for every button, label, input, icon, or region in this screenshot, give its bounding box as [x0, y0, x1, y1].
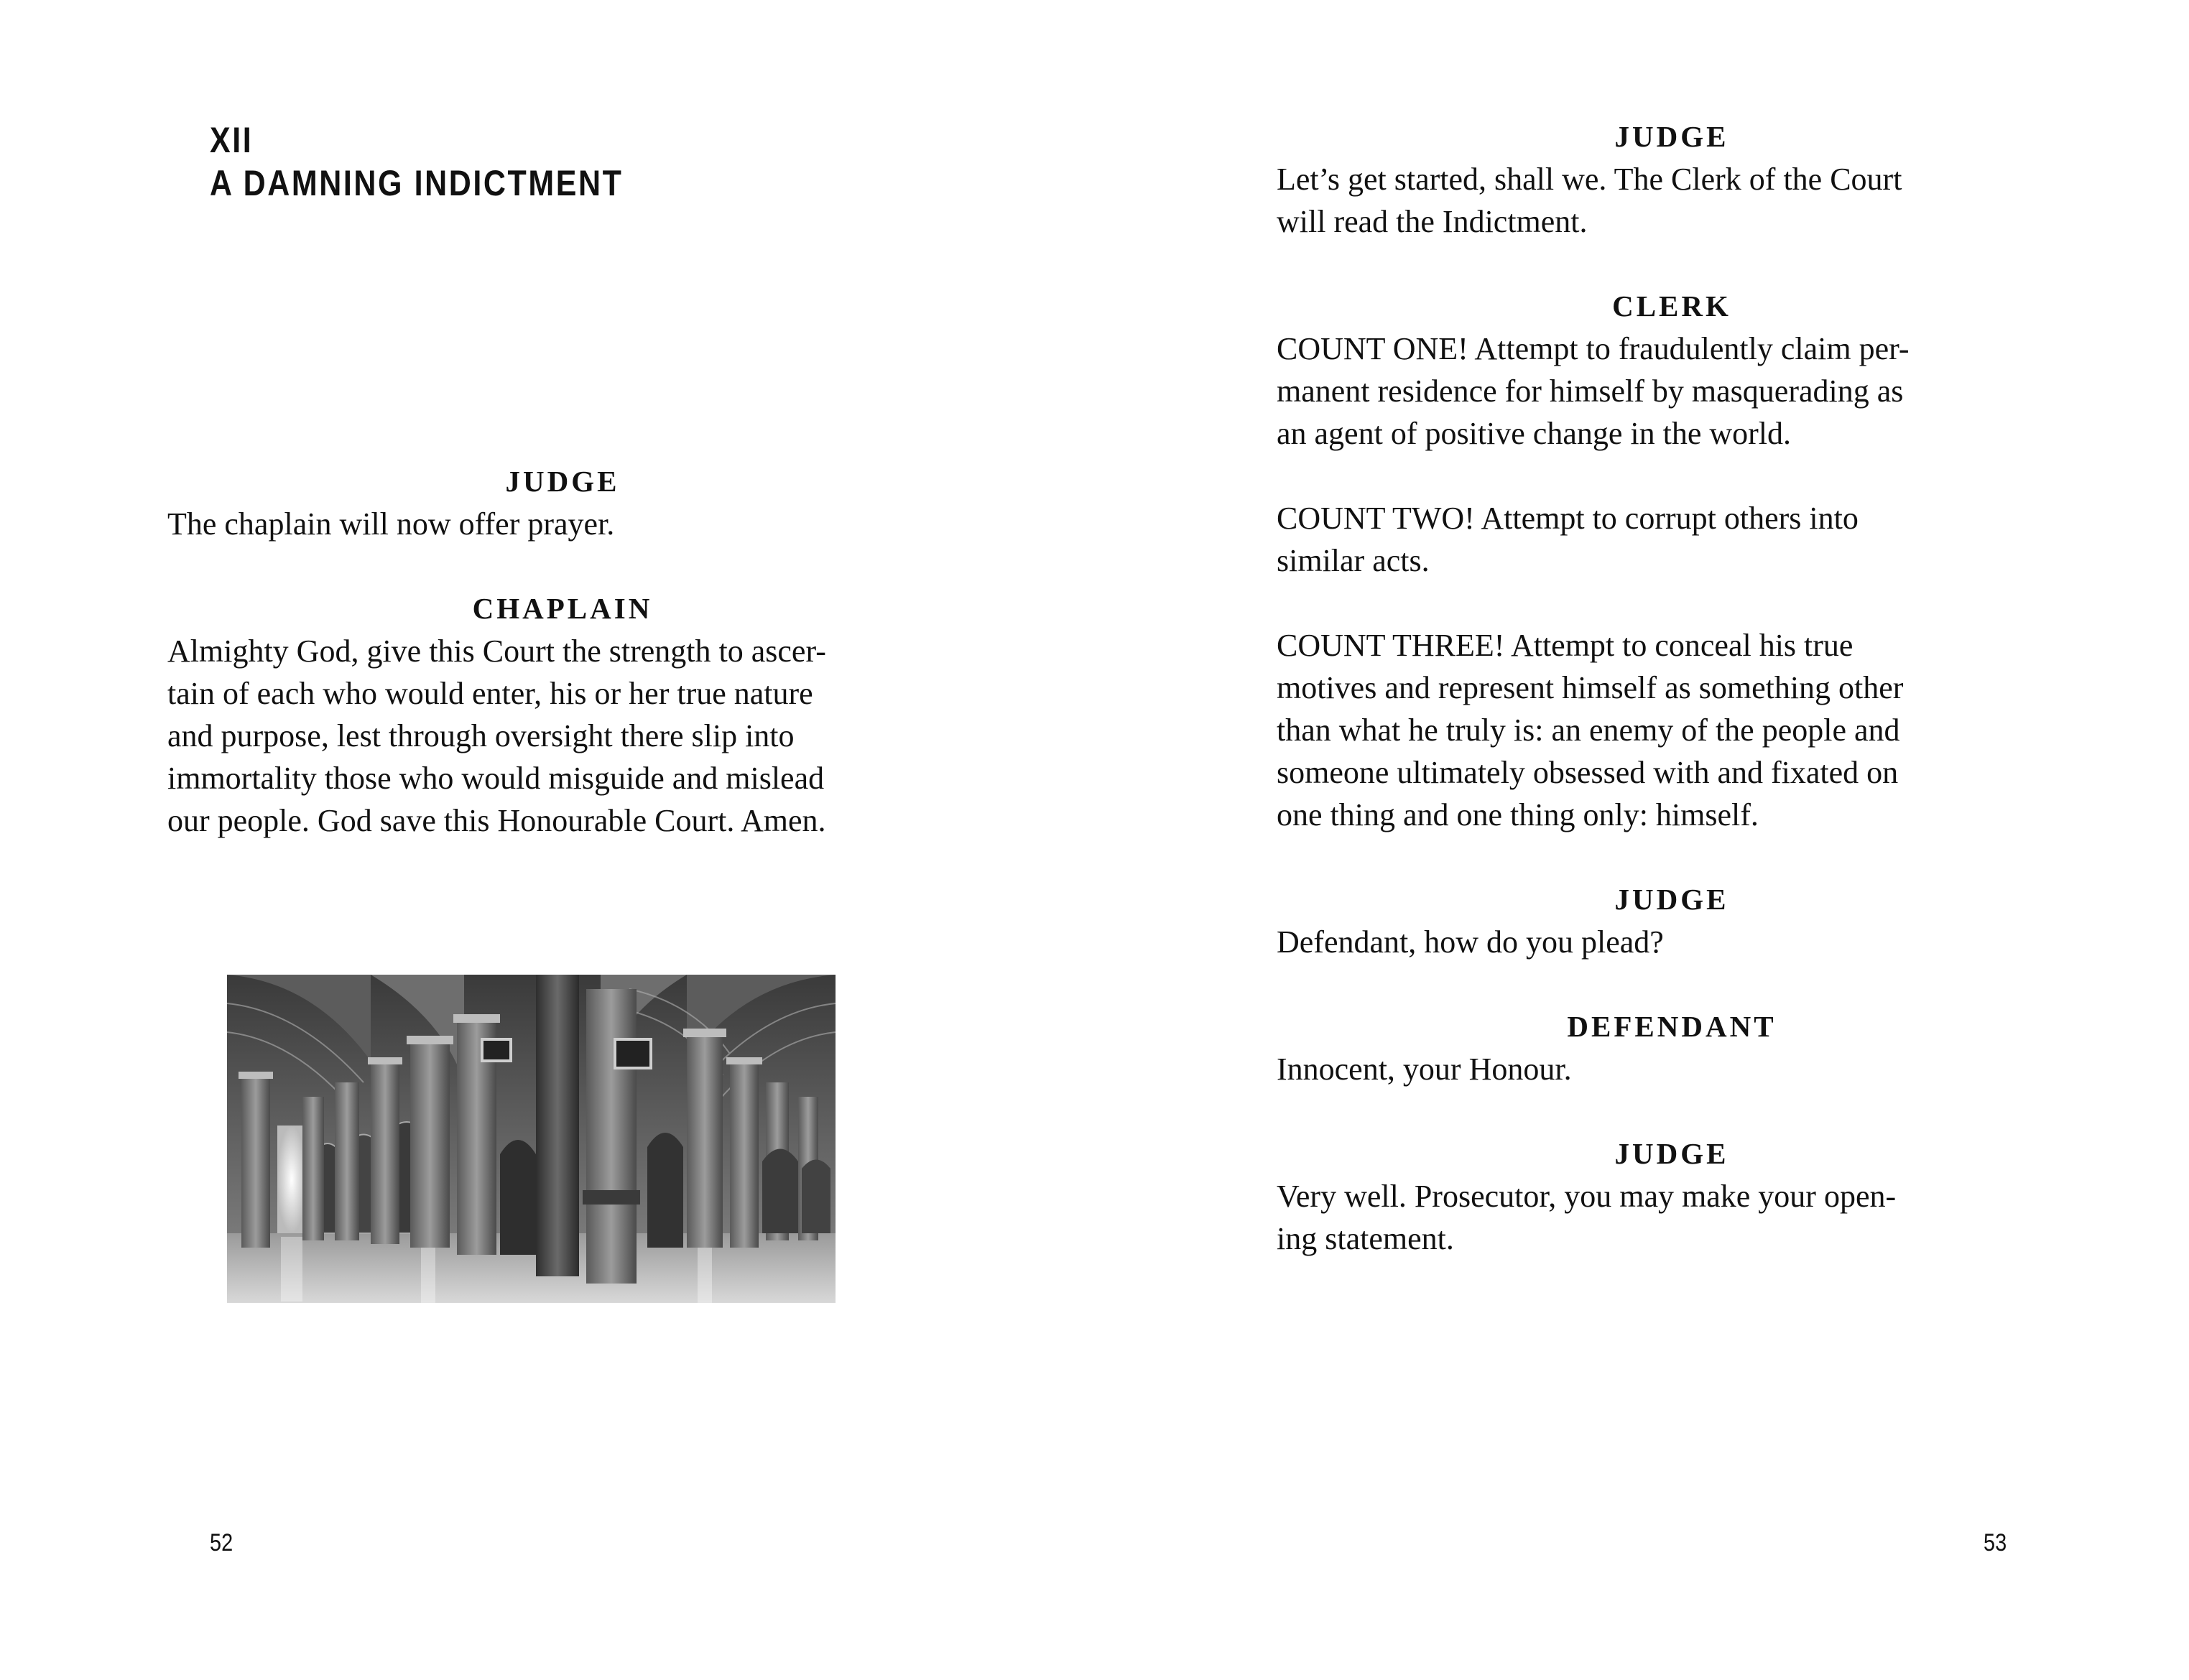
left-page	[0, 0, 1094, 1680]
grand-hall-colonnade-icon	[227, 975, 836, 1303]
page-number-left: 52	[210, 1529, 233, 1556]
speech-line: our people. God save this Honourable Court. Amen.	[167, 803, 826, 838]
speech-line: an agent of positive change in the world.	[1277, 416, 1792, 451]
speaker-judge: JUDGE	[1614, 883, 1729, 916]
speech-line: similar acts.	[1277, 543, 1430, 578]
chaplain-prayer	[167, 630, 958, 842]
speaker-defendant: DEFENDANT	[1567, 1010, 1777, 1043]
speaker-clerk: CLERK	[1612, 289, 1731, 322]
speaker-judge: JUDGE	[505, 465, 620, 498]
speech-line: ing statement.	[1277, 1221, 1454, 1256]
judge-speech	[1277, 1175, 2067, 1260]
defendant-speech	[1277, 1048, 2067, 1090]
speech-line: Innocent, your Honour.	[1277, 1052, 1572, 1087]
speech-line: COUNT THREE! Attempt to conceal his true	[1277, 628, 1854, 663]
judge-speech	[167, 503, 958, 545]
speech-line: one thing and one thing only: himself.	[1277, 797, 1759, 832]
speech-line: Almighty God, give this Court the strength to ascer-	[167, 634, 826, 669]
speech-line: Let’s get started, shall we. The Clerk of the Court	[1277, 162, 1902, 197]
speech-line: than what he truly is: an enemy of the people and	[1277, 713, 1900, 748]
clerk-count-three	[1277, 624, 2067, 836]
speech-line: and purpose, lest through oversight there slip into	[167, 718, 795, 753]
judge-speech	[1277, 158, 2067, 243]
clerk-count-one	[1277, 328, 2067, 455]
speech-line: Defendant, how do you plead?	[1277, 924, 1664, 960]
right-page	[1094, 0, 2189, 1680]
right-dialogue	[1277, 116, 2067, 1260]
speech-line: manent residence for himself by masquerading as	[1277, 373, 1904, 409]
judge-speech	[1277, 921, 2067, 963]
speech-line: will read the Indictment.	[1277, 204, 1588, 239]
speech-line: The chaplain will now offer prayer.	[167, 506, 615, 542]
speech-line: COUNT ONE! Attempt to fraudulently claim per-	[1277, 331, 1910, 366]
page-number-right: 53	[1984, 1529, 2007, 1556]
speech-line: someone ultimately obsessed with and fixated on	[1277, 755, 1899, 790]
speech-line: Very well. Prosecutor, you may make your open-	[1277, 1179, 1897, 1214]
speaker-judge: JUDGE	[1614, 120, 1729, 153]
speech-line: tain of each who would enter, his or her true nature	[167, 676, 813, 711]
chapter-heading	[210, 119, 624, 205]
chapter-number: XII	[210, 120, 254, 160]
clerk-count-two	[1277, 497, 2067, 582]
speech-line: COUNT TWO! Attempt to corrupt others into	[1277, 501, 1859, 536]
speaker-judge: JUDGE	[1614, 1137, 1729, 1170]
speech-line: motives and represent himself as something other	[1277, 670, 1904, 705]
chapter-title: A DAMNING INDICTMENT	[210, 163, 624, 203]
speech-line: immortality those who would misguide and mislead	[167, 761, 825, 796]
speaker-chaplain: CHAPLAIN	[472, 592, 653, 625]
left-dialogue	[167, 460, 958, 842]
